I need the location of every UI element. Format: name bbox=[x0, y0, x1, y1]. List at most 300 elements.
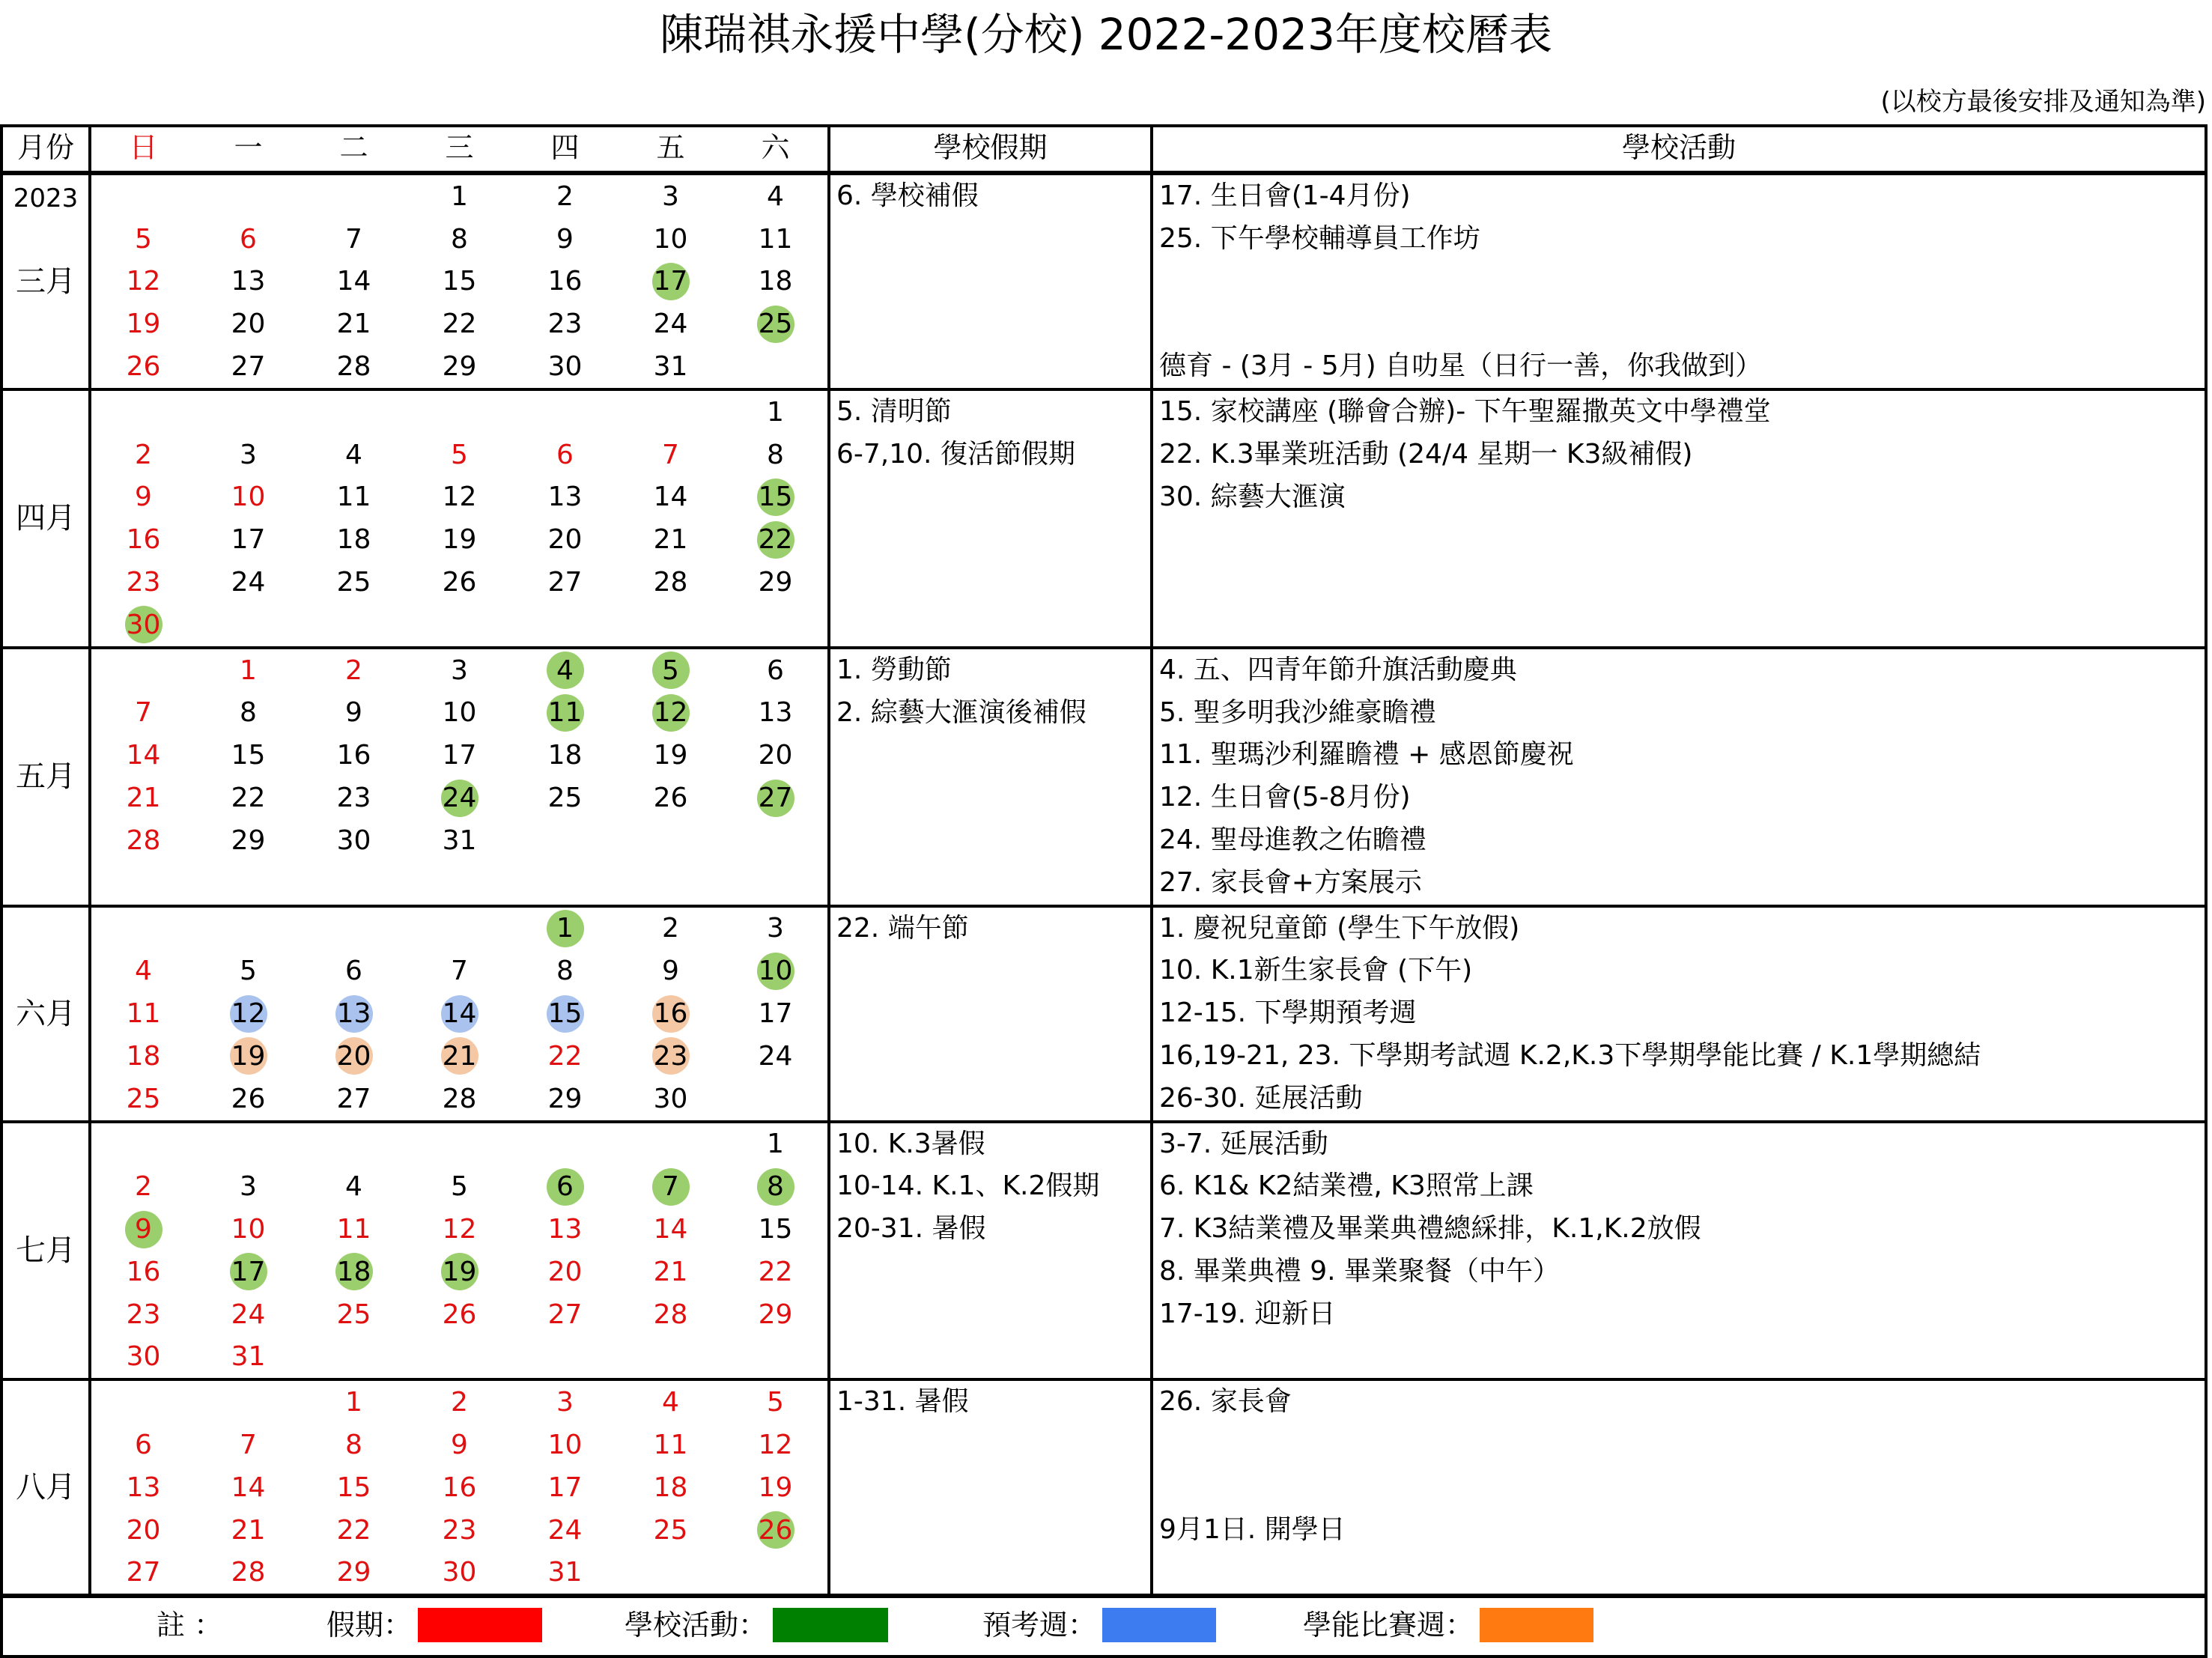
day-cell bbox=[195, 1165, 301, 1208]
day-number: 8 bbox=[451, 223, 468, 255]
activities-cell bbox=[1152, 906, 2206, 1122]
day-number: 1 bbox=[345, 1387, 362, 1418]
day-number: 5 bbox=[451, 439, 468, 470]
day-cell bbox=[195, 1035, 301, 1078]
day-cell bbox=[723, 908, 827, 950]
empty-day bbox=[195, 604, 301, 646]
day-number: 16 bbox=[336, 740, 371, 771]
activity-item: 30. 綜藝大滙演 bbox=[1159, 481, 1346, 512]
weekday-column bbox=[195, 906, 301, 1122]
day-cell bbox=[723, 391, 827, 434]
day-number: 30 bbox=[125, 606, 162, 643]
empty-day bbox=[407, 604, 512, 646]
day-cell bbox=[195, 950, 301, 992]
day-number: 21 bbox=[653, 524, 688, 556]
day-number: 28 bbox=[442, 1083, 477, 1114]
holiday-item: 10. K.3暑假 bbox=[836, 1128, 985, 1159]
day-cell bbox=[195, 1336, 301, 1379]
day-number: 6 bbox=[547, 1168, 584, 1206]
day-cell bbox=[195, 1251, 301, 1293]
day-number: 19 bbox=[126, 309, 161, 340]
day-number: 13 bbox=[126, 1472, 161, 1503]
activity-item: 17. 生日會(1-4月份) bbox=[1159, 180, 1411, 211]
day-cell bbox=[512, 1078, 618, 1120]
holiday-item bbox=[830, 734, 1150, 777]
day-cell bbox=[301, 1381, 407, 1424]
empty-day bbox=[512, 391, 618, 434]
day-cell bbox=[407, 1509, 512, 1552]
empty-day bbox=[195, 1381, 301, 1424]
legend-competition-label: 學能比賽週： bbox=[1303, 1609, 1474, 1642]
day-number: 30 bbox=[653, 1083, 688, 1114]
day-cell bbox=[195, 218, 301, 261]
day-cell bbox=[618, 434, 723, 476]
day-cell bbox=[407, 819, 512, 862]
empty-day bbox=[301, 1123, 407, 1166]
day-number: 15 bbox=[547, 995, 584, 1033]
day-cell bbox=[407, 1078, 512, 1120]
weekday-column bbox=[407, 648, 512, 906]
day-cell bbox=[407, 734, 512, 777]
day-number: 17 bbox=[231, 524, 266, 556]
day-cell bbox=[512, 434, 618, 476]
day-cell bbox=[407, 1466, 512, 1509]
month-cell bbox=[1, 1379, 90, 1596]
day-number: 13 bbox=[547, 1214, 583, 1245]
day-cell bbox=[195, 1552, 301, 1594]
day-cell bbox=[407, 218, 512, 261]
holiday-item: 22. 端午節 bbox=[836, 912, 969, 944]
activity-item bbox=[1153, 518, 2205, 561]
day-cell bbox=[91, 476, 195, 519]
day-number: 28 bbox=[336, 351, 371, 383]
day-number: 2 bbox=[135, 1171, 152, 1203]
activity-item: 26. 家長會 bbox=[1159, 1386, 1292, 1418]
day-number: 25 bbox=[547, 783, 583, 814]
activity-item: 24. 聖母進教之佑瞻禮 bbox=[1159, 824, 1426, 855]
holidays-cell bbox=[829, 648, 1152, 906]
day-number: 22 bbox=[231, 783, 266, 814]
day-cell bbox=[618, 1208, 723, 1251]
month-cell bbox=[1, 906, 90, 1122]
legend-activity bbox=[625, 1606, 888, 1645]
activities-cell bbox=[1152, 1122, 2206, 1380]
empty-day bbox=[407, 1123, 512, 1166]
day-number: 7 bbox=[451, 956, 468, 987]
day-cell bbox=[407, 345, 512, 388]
day-number: 26 bbox=[231, 1083, 266, 1114]
school-calendar-table bbox=[0, 124, 2208, 1658]
activities-cell bbox=[1152, 1379, 2206, 1596]
day-number: 31 bbox=[231, 1341, 266, 1373]
weekday-column bbox=[90, 173, 195, 389]
day-number: 3 bbox=[767, 913, 784, 944]
activity-item bbox=[1153, 1466, 2205, 1509]
holiday-item bbox=[830, 561, 1150, 604]
legend-note bbox=[157, 1606, 222, 1645]
day-cell bbox=[195, 434, 301, 476]
day-cell bbox=[512, 908, 618, 950]
holidays-cell bbox=[829, 1379, 1152, 1596]
day-number: 2 bbox=[451, 1387, 468, 1418]
day-number: 26 bbox=[442, 567, 477, 598]
weekday-column bbox=[618, 389, 723, 648]
day-number: 23 bbox=[652, 1037, 690, 1075]
holiday-item: 1-31. 暑假 bbox=[836, 1386, 969, 1418]
day-cell bbox=[512, 1035, 618, 1078]
day-cell bbox=[723, 476, 827, 519]
day-number: 31 bbox=[547, 1557, 583, 1588]
legend-note-label: 註 ： bbox=[157, 1609, 223, 1642]
holiday-item bbox=[830, 518, 1150, 561]
month-name: 五月 bbox=[16, 759, 76, 795]
day-cell bbox=[301, 649, 407, 692]
empty-day bbox=[723, 604, 827, 646]
day-cell bbox=[618, 1165, 723, 1208]
empty-day bbox=[618, 1336, 723, 1379]
day-cell bbox=[512, 303, 618, 345]
day-number: 8 bbox=[767, 439, 784, 470]
day-number: 23 bbox=[547, 309, 583, 340]
holiday-item bbox=[830, 1509, 1150, 1552]
day-number: 1 bbox=[767, 396, 784, 428]
day-cell bbox=[723, 1123, 827, 1166]
day-number: 9 bbox=[345, 697, 362, 729]
empty-day bbox=[301, 391, 407, 434]
day-cell bbox=[723, 1293, 827, 1336]
weekday-column bbox=[407, 173, 512, 389]
year-label: 2023 bbox=[13, 183, 79, 213]
day-cell bbox=[91, 261, 195, 303]
day-number: 1 bbox=[767, 1129, 784, 1160]
day-number: 12 bbox=[126, 266, 161, 297]
day-cell bbox=[91, 992, 195, 1035]
activity-item: 3-7. 延展活動 bbox=[1159, 1128, 1328, 1159]
activity-item bbox=[1153, 1424, 2205, 1466]
day-number: 20 bbox=[547, 1256, 583, 1287]
empty-day bbox=[618, 604, 723, 646]
empty-day bbox=[512, 862, 618, 905]
day-cell bbox=[512, 734, 618, 777]
day-number: 18 bbox=[126, 1040, 161, 1072]
day-number: 9 bbox=[451, 1430, 468, 1460]
weekday-column bbox=[195, 173, 301, 389]
day-cell bbox=[618, 692, 723, 735]
day-number: 11 bbox=[758, 223, 793, 255]
day-number: 7 bbox=[135, 697, 152, 729]
empty-day bbox=[195, 391, 301, 434]
day-cell bbox=[618, 1381, 723, 1424]
day-cell bbox=[195, 1078, 301, 1120]
day-number: 29 bbox=[758, 567, 793, 598]
day-cell bbox=[301, 992, 407, 1035]
day-cell bbox=[407, 518, 512, 561]
day-number: 29 bbox=[758, 1299, 793, 1330]
day-cell bbox=[723, 561, 827, 604]
day-number: 11 bbox=[547, 694, 584, 732]
day-cell bbox=[301, 1208, 407, 1251]
day-cell bbox=[301, 1424, 407, 1466]
day-number: 26 bbox=[442, 1299, 477, 1330]
day-cell bbox=[618, 992, 723, 1035]
day-cell bbox=[91, 518, 195, 561]
day-number: 15 bbox=[758, 1214, 793, 1245]
day-number: 15 bbox=[757, 479, 794, 516]
holiday-item bbox=[830, 862, 1150, 905]
legend-pre-exam-swatch bbox=[1102, 1608, 1216, 1642]
header-sunday: 日 bbox=[90, 126, 195, 173]
day-cell bbox=[512, 1165, 618, 1208]
day-number: 1 bbox=[240, 655, 257, 686]
activity-item: 4. 五、四青年節升旗活動慶典 bbox=[1159, 654, 1517, 685]
day-cell bbox=[407, 303, 512, 345]
day-number: 6 bbox=[767, 655, 784, 686]
day-cell bbox=[618, 175, 723, 218]
day-number: 8 bbox=[240, 697, 257, 729]
day-cell bbox=[91, 1509, 195, 1552]
weekday-column bbox=[512, 1379, 618, 1596]
day-cell bbox=[407, 992, 512, 1035]
activities-cell bbox=[1152, 173, 2206, 389]
day-cell bbox=[91, 1078, 195, 1120]
day-cell bbox=[195, 992, 301, 1035]
day-cell bbox=[618, 950, 723, 992]
empty-day bbox=[91, 649, 195, 692]
activity-item: 27. 家長會+方案展示 bbox=[1159, 866, 1422, 898]
day-number: 4 bbox=[662, 1387, 679, 1418]
day-number: 7 bbox=[652, 1168, 690, 1206]
day-number: 24 bbox=[231, 1299, 266, 1330]
day-cell bbox=[195, 476, 301, 519]
month-row bbox=[1, 389, 2206, 648]
header-thursday: 四 bbox=[512, 126, 618, 173]
day-cell bbox=[723, 1035, 827, 1078]
day-number: 30 bbox=[336, 825, 371, 856]
day-number: 14 bbox=[441, 995, 478, 1033]
holiday-item bbox=[830, 777, 1150, 819]
day-cell bbox=[301, 518, 407, 561]
day-cell bbox=[301, 950, 407, 992]
day-cell bbox=[301, 1293, 407, 1336]
day-number: 22 bbox=[547, 1040, 583, 1072]
day-cell bbox=[407, 1552, 512, 1594]
day-cell bbox=[618, 734, 723, 777]
holiday-item bbox=[830, 1424, 1150, 1466]
activity-item: 10. K.1新生家長會 (下午) bbox=[1159, 955, 1473, 986]
legend-holiday bbox=[326, 1606, 542, 1645]
month-name: 八月 bbox=[16, 1470, 76, 1505]
day-number: 8 bbox=[556, 956, 574, 987]
day-number: 22 bbox=[757, 521, 794, 559]
header-holidays: 學校假期 bbox=[829, 126, 1152, 173]
day-number: 13 bbox=[547, 482, 583, 513]
day-number: 5 bbox=[451, 1171, 468, 1203]
activity-item: 6. K1& K2結業禮, K3照常上課 bbox=[1159, 1170, 1534, 1202]
day-number: 17 bbox=[230, 1253, 267, 1290]
day-number: 19 bbox=[758, 1472, 793, 1503]
empty-day bbox=[195, 908, 301, 950]
day-cell bbox=[723, 1509, 827, 1552]
empty-day bbox=[195, 175, 301, 218]
activity-item bbox=[1153, 561, 2205, 604]
day-number: 26 bbox=[653, 783, 688, 814]
day-cell bbox=[407, 950, 512, 992]
empty-day bbox=[618, 819, 723, 862]
day-cell bbox=[91, 1552, 195, 1594]
day-cell bbox=[301, 218, 407, 261]
empty-day bbox=[407, 1336, 512, 1379]
weekday-column bbox=[407, 389, 512, 648]
empty-day bbox=[723, 862, 827, 905]
holiday-item bbox=[830, 303, 1150, 345]
day-cell bbox=[407, 1293, 512, 1336]
holiday-item bbox=[830, 345, 1150, 388]
day-number: 14 bbox=[231, 1472, 266, 1503]
day-number: 22 bbox=[336, 1514, 371, 1546]
weekday-column bbox=[195, 1122, 301, 1380]
day-number: 29 bbox=[547, 1083, 583, 1114]
weekday-column bbox=[301, 1122, 407, 1380]
header-tuesday: 二 bbox=[301, 126, 407, 173]
day-cell bbox=[195, 1466, 301, 1509]
day-cell bbox=[91, 303, 195, 345]
weekday-column bbox=[195, 648, 301, 906]
legend-activity-label: 學校活動： bbox=[625, 1609, 768, 1642]
day-number: 11 bbox=[653, 1430, 688, 1460]
day-number: 18 bbox=[336, 524, 371, 556]
legend-holiday-label: 假期： bbox=[326, 1609, 413, 1642]
day-number: 30 bbox=[547, 351, 583, 383]
day-cell bbox=[723, 175, 827, 218]
day-cell bbox=[723, 1466, 827, 1509]
day-cell bbox=[618, 261, 723, 303]
empty-day bbox=[301, 175, 407, 218]
weekday-column bbox=[407, 1379, 512, 1596]
empty-day bbox=[407, 862, 512, 905]
empty-day bbox=[723, 1336, 827, 1379]
day-cell bbox=[301, 734, 407, 777]
empty-day bbox=[407, 391, 512, 434]
month-name: 六月 bbox=[16, 996, 76, 1031]
holiday-item bbox=[830, 1336, 1150, 1379]
day-number: 23 bbox=[442, 1514, 477, 1546]
holiday-item bbox=[830, 1251, 1150, 1293]
day-number: 24 bbox=[758, 1040, 793, 1072]
day-number: 4 bbox=[345, 1171, 362, 1203]
day-number: 27 bbox=[547, 567, 583, 598]
day-number: 20 bbox=[126, 1514, 161, 1546]
day-number: 19 bbox=[230, 1037, 267, 1075]
month-row bbox=[1, 1122, 2206, 1380]
day-number: 15 bbox=[231, 740, 266, 771]
day-cell bbox=[407, 1035, 512, 1078]
weekday-column bbox=[301, 906, 407, 1122]
day-cell bbox=[407, 476, 512, 519]
day-cell bbox=[723, 1165, 827, 1208]
day-number: 27 bbox=[126, 1557, 161, 1588]
day-number: 13 bbox=[335, 995, 373, 1033]
header-saturday: 六 bbox=[723, 126, 829, 173]
weekday-column bbox=[618, 648, 723, 906]
day-number: 14 bbox=[336, 266, 371, 297]
day-number: 27 bbox=[231, 351, 266, 383]
day-cell bbox=[195, 518, 301, 561]
weekday-column bbox=[301, 648, 407, 906]
activity-item bbox=[1153, 1552, 2205, 1594]
legend-pre-exam bbox=[982, 1606, 1216, 1645]
day-number: 4 bbox=[345, 439, 362, 470]
day-cell bbox=[407, 1165, 512, 1208]
activity-item: 12-15. 下學期預考週 bbox=[1159, 997, 1417, 1029]
activity-item: 7. K3結業禮及畢業典禮總綵排，K.1,K.2放假 bbox=[1159, 1213, 1701, 1245]
day-cell bbox=[91, 1035, 195, 1078]
day-number: 5 bbox=[135, 223, 152, 255]
day-cell bbox=[301, 1251, 407, 1293]
day-cell bbox=[723, 649, 827, 692]
day-cell bbox=[301, 1165, 407, 1208]
month-name: 七月 bbox=[16, 1233, 76, 1268]
day-number: 23 bbox=[336, 783, 371, 814]
holiday-item bbox=[830, 1293, 1150, 1336]
day-cell bbox=[407, 1424, 512, 1466]
day-number: 19 bbox=[442, 524, 477, 556]
day-cell bbox=[512, 1552, 618, 1594]
day-number: 11 bbox=[126, 998, 161, 1030]
empty-day bbox=[91, 908, 195, 950]
day-number: 15 bbox=[336, 1472, 371, 1503]
day-number: 17 bbox=[442, 740, 477, 771]
header-friday: 五 bbox=[618, 126, 723, 173]
day-cell bbox=[407, 434, 512, 476]
day-number: 12 bbox=[442, 1214, 477, 1245]
day-number: 21 bbox=[231, 1514, 266, 1546]
day-cell bbox=[512, 175, 618, 218]
holidays-cell bbox=[829, 1122, 1152, 1380]
day-number: 27 bbox=[757, 780, 794, 817]
day-number: 16 bbox=[442, 1472, 477, 1503]
weekday-column bbox=[512, 1122, 618, 1380]
day-cell bbox=[91, 345, 195, 388]
day-number: 10 bbox=[231, 482, 266, 513]
day-cell bbox=[91, 1208, 195, 1251]
day-cell bbox=[618, 1035, 723, 1078]
day-number: 20 bbox=[231, 309, 266, 340]
day-cell bbox=[91, 1466, 195, 1509]
day-cell bbox=[618, 561, 723, 604]
day-cell bbox=[407, 692, 512, 735]
activity-item: 11. 聖瑪沙利羅瞻禮 + 感恩節慶祝 bbox=[1159, 739, 1574, 771]
day-cell bbox=[301, 345, 407, 388]
empty-day bbox=[723, 1078, 827, 1120]
weekday-column bbox=[723, 1379, 829, 1596]
day-cell bbox=[301, 1078, 407, 1120]
day-cell bbox=[301, 261, 407, 303]
empty-day bbox=[301, 862, 407, 905]
empty-day bbox=[301, 908, 407, 950]
day-cell bbox=[618, 1078, 723, 1120]
day-cell bbox=[195, 345, 301, 388]
day-number: 20 bbox=[758, 740, 793, 771]
day-number: 17 bbox=[758, 998, 793, 1030]
empty-day bbox=[512, 1336, 618, 1379]
day-number: 27 bbox=[336, 1083, 371, 1114]
weekday-column bbox=[723, 906, 829, 1122]
holiday-item bbox=[830, 992, 1150, 1035]
month-cell bbox=[1, 389, 90, 648]
day-cell bbox=[195, 777, 301, 819]
day-number: 23 bbox=[126, 1299, 161, 1330]
legend-bar bbox=[1, 1596, 2206, 1657]
